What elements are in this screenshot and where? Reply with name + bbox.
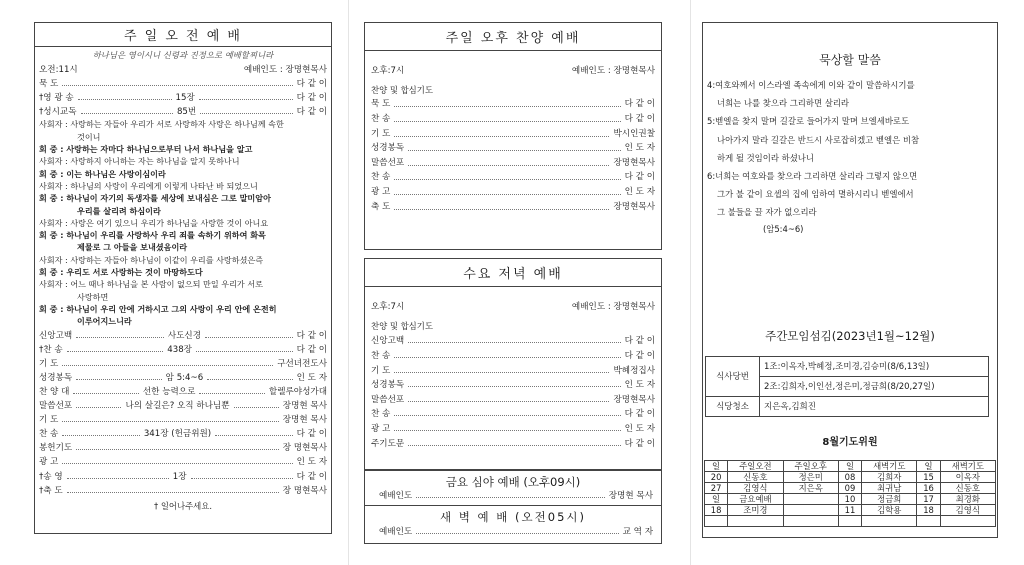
announcements-panel — [702, 22, 998, 538]
leader-dots — [408, 160, 609, 166]
order-person: 다 같 이 — [624, 351, 655, 362]
prayer-cell — [705, 515, 728, 526]
verse-line: 그 불들을 끌 자가 없으리라 — [717, 207, 817, 218]
order-item: 기 도 — [371, 365, 391, 376]
wed-order-list — [371, 333, 655, 450]
dawn-dots — [416, 528, 618, 534]
order-row — [39, 398, 327, 412]
order-row — [39, 412, 327, 426]
order-item: 기 도 — [371, 128, 391, 139]
order-item: 묵 도 — [39, 79, 59, 90]
order-item: 찬 송 — [371, 351, 391, 362]
order-item: 기 도 — [39, 415, 59, 426]
reading-line: 이루어지느니라 — [77, 316, 132, 327]
prayer-cell — [783, 515, 838, 526]
order-row — [371, 170, 655, 185]
order-detail: 암 5:4~6 — [165, 372, 204, 383]
clean-label: 식당청소 — [706, 396, 760, 416]
leader-dots — [76, 402, 121, 408]
pm-leader: 예배인도 : 장명현목사 — [571, 66, 655, 77]
order-row — [39, 328, 327, 342]
page-fold — [690, 0, 691, 565]
leader-dots — [67, 487, 279, 493]
leader-dots — [76, 374, 161, 380]
order-row — [371, 97, 655, 112]
prayer-cell: 08 — [838, 471, 861, 482]
order-item: 찬 송 — [371, 114, 391, 125]
verse-line: 나아가지 말라 길갈은 반드시 사로잡히겠고 벧엘은 비참 — [717, 134, 920, 145]
order-person: 인 도 자 — [624, 380, 655, 391]
order-row — [371, 406, 655, 421]
verse-line: 그가 불 같이 요셉의 집에 임하여 멸하시리니 벧엘에서 — [717, 189, 914, 200]
leader-dots — [394, 204, 609, 210]
leader-dots — [234, 402, 279, 408]
prayer-cell: 주일오후 — [783, 460, 838, 471]
prayer-cell: 조미경 — [728, 504, 783, 515]
leader-dots — [408, 337, 620, 343]
prayer-cell: 11 — [838, 504, 861, 515]
meal-team-1: 1조:이옥자,박혜정,조미경,김승미(8/6,13일) — [760, 356, 989, 376]
order-detail: 15장 — [175, 93, 195, 104]
order-row — [371, 141, 655, 156]
order-person: 장명현 목사 — [282, 401, 328, 412]
leader-dots — [408, 440, 620, 446]
leader-dots — [408, 381, 620, 387]
order-person: 장명현목사 — [613, 394, 655, 405]
order-row — [39, 483, 327, 497]
prayer-cell: 신동호 — [728, 471, 783, 482]
prayer-cell: 김희자 — [862, 471, 917, 482]
prayer-cell: 10 — [838, 493, 861, 504]
reading-line: 회 중 : 하나님이 자기의 독생자를 세상에 보내심은 그로 말미암아 — [39, 193, 271, 204]
leader-dots — [394, 131, 609, 137]
reading-line: 우리를 살리려 하심이라 — [77, 205, 161, 216]
prayer-cell: 이옥자 — [940, 471, 995, 482]
prayer-cell: 김영식 — [940, 504, 995, 515]
prayer-committee-title: 8월기도위원 — [822, 436, 878, 448]
leader-dots — [408, 145, 620, 151]
reading-line: 회 중 : 하나님이 우리 안에 거하시고 그의 사랑이 우리 안에 온전히 — [39, 303, 277, 314]
leader-dots — [408, 396, 609, 402]
order-row — [371, 348, 655, 363]
order-item: 기 도 — [39, 358, 59, 369]
order-row — [371, 333, 655, 348]
reading-line: 회 중 : 이는 하나님은 사랑이심이라 — [39, 168, 166, 179]
order-person: 인 도 자 — [624, 143, 655, 154]
order-row — [371, 392, 655, 407]
order-person: 다 같 이 — [624, 438, 655, 449]
order-row — [39, 468, 327, 482]
service-time: 오전:11시 — [39, 65, 78, 76]
leader-dots — [67, 346, 164, 352]
duty-row-clean — [706, 396, 989, 416]
prayer-cell: 김영식 — [728, 482, 783, 493]
leader-dots — [394, 101, 620, 107]
leader-dots — [81, 108, 173, 114]
leader-dots — [196, 346, 293, 352]
prayer-cell: 18 — [705, 504, 728, 515]
leader-dots — [394, 367, 609, 373]
meditation-verse — [703, 76, 997, 222]
order-item: 성경봉독 — [371, 380, 405, 391]
prayer-cell: 정은미 — [783, 471, 838, 482]
prayer-cell: 일 — [705, 493, 728, 504]
prayer-cell — [940, 515, 995, 526]
prayer-cell: 일 — [838, 460, 861, 471]
order-person: 장 명현목사 — [282, 485, 327, 496]
order-item: †송 영 — [39, 471, 63, 482]
pm-time: 오후:7시 — [371, 66, 405, 77]
order-person: 다 같 이 — [296, 107, 328, 118]
leader-dots — [62, 80, 292, 86]
leader-dots — [199, 388, 264, 394]
leader-dots — [62, 430, 139, 436]
order-person: 인 도 자 — [624, 187, 655, 198]
wed-leader: 예배인도 : 장명현목사 — [571, 302, 655, 313]
order-detail: 438장 — [167, 344, 192, 355]
order-item: 말씀선포 — [371, 157, 405, 168]
meal-team-2: 2조:김희자,이인선,정은미,정금희(8/20,27일) — [760, 376, 989, 396]
order-person: 장명현목사 — [613, 201, 655, 212]
verse-line: 4:여호와께서 이스라엘 족속에게 이와 같이 말씀하시기를 — [707, 80, 915, 90]
order-person: 박시인권찰 — [613, 128, 655, 139]
reading-line: 사회자 : 사랑하는 자들아 하나님이 이같이 우리를 사랑하셨은즉 — [39, 254, 264, 265]
leader-dots — [394, 352, 620, 358]
order-item: 찬 양 대 — [39, 386, 70, 397]
leader-dots — [207, 374, 292, 380]
order-person: 인 도 자 — [624, 424, 655, 435]
verse-line: 너희는 나를 찾으라 그리하면 살리라 — [717, 98, 850, 109]
order-row — [39, 342, 327, 356]
leader-dots — [394, 174, 620, 180]
prayer-cell: 최귀남 — [862, 482, 917, 493]
prayer-row — [705, 515, 996, 526]
order-detail: 1장 — [172, 471, 187, 482]
order-item: 신앙고백 — [371, 336, 405, 347]
order-person: 장명현 목사 — [282, 415, 327, 426]
service-info — [39, 62, 327, 76]
prayer-cell: 15 — [917, 471, 940, 482]
order-row — [371, 377, 655, 392]
dawn-leader: 교 역 자 — [622, 527, 653, 538]
order-person: 다 같 이 — [624, 336, 655, 347]
order-item: †찬 송 — [39, 344, 63, 355]
order-row — [39, 454, 327, 468]
order-detail: 85번 — [176, 107, 197, 118]
reading-line: 사회자 : 사랑하는 자들아 우리가 서로 사랑하자 사랑은 하나님께 속한 — [39, 119, 284, 130]
prayer-cell: 일 — [705, 460, 728, 471]
prayer-cell: 주일오전 — [728, 460, 783, 471]
friday-leader-label: 예배인도 — [379, 491, 413, 502]
reading-line: 것이니 — [77, 131, 101, 142]
leader-dots — [191, 473, 293, 479]
order-person: 인 도 자 — [296, 372, 328, 383]
leader-dots — [394, 410, 620, 416]
verse-line: 6:너희는 여호와를 찾으라 그리하면 살리라 그렇지 않으면 — [707, 171, 918, 182]
leader-dots — [215, 430, 292, 436]
reading-line: 사회자 : 어느 때나 하나님을 본 사람이 없으되 만일 우리가 서로 — [39, 279, 263, 290]
order-person: 장명현목사 — [613, 157, 655, 168]
leader-dots — [62, 416, 278, 422]
order-item: †영 광 송 — [39, 93, 74, 104]
prayer-cell: 09 — [838, 482, 861, 493]
prayer-cell: 17 — [917, 493, 940, 504]
prayer-cell — [862, 515, 917, 526]
prayer-cell: 27 — [705, 482, 728, 493]
friday-leader-row — [365, 488, 661, 502]
leader-dots — [199, 94, 293, 100]
stand-note: † 일어나주세요. — [153, 500, 213, 511]
prayer-row — [705, 460, 996, 471]
prayer-cell — [783, 493, 838, 504]
reading-line: 회 중 : 하나님이 우리를 사랑하사 우리 죄를 속하기 위하여 화목 — [39, 230, 266, 241]
pm-praise-heading: 찬양 및 합심기도 — [371, 85, 433, 96]
prayer-cell: 지은옥 — [783, 482, 838, 493]
order-item: †성시교독 — [39, 107, 77, 118]
order-item: 찬 송 — [39, 429, 59, 440]
order-item: 성경봉독 — [39, 372, 73, 383]
friday-service-title: 금요 심야 예배 (오후09시) — [445, 475, 581, 489]
order-row — [371, 126, 655, 141]
dawn-leader-row — [365, 524, 661, 538]
responsive-reading — [39, 118, 327, 327]
friday-dawn-panel — [364, 470, 662, 544]
prayer-committee-table — [704, 460, 996, 527]
dawn-leader-label: 예배인도 — [379, 527, 413, 538]
order-person: 다 같 이 — [296, 344, 328, 355]
leader-dots — [205, 332, 293, 338]
page-fold — [348, 0, 349, 565]
leader-dots — [62, 458, 292, 464]
order-row — [39, 370, 327, 384]
order-item: 말씀선포 — [39, 401, 73, 412]
friday-leader: 장명현 목사 — [608, 491, 653, 502]
sunday-morning-title: 주 일 오 전 예 배 — [35, 23, 331, 47]
verse-line: 5:벧엘을 찾지 말며 길갈로 들어가지 말며 브엘세바로도 — [707, 116, 910, 127]
meditation-ref: (암5:4~6) — [763, 223, 804, 234]
dawn-service-title: 새 벽 예 배 (오전05시) — [365, 505, 661, 524]
order-row — [39, 440, 327, 454]
reading-line: 제물로 그 아들을 보내셨음이라 — [77, 242, 188, 253]
order-person: 다 같 이 — [296, 79, 327, 90]
order-row — [371, 421, 655, 436]
prayer-cell — [917, 515, 940, 526]
order-item: 찬 송 — [371, 172, 391, 183]
order-person: 다 같 이 — [624, 114, 655, 125]
prayer-cell: 16 — [917, 482, 940, 493]
order-person: 다 같 이 — [296, 93, 328, 104]
duty-row-meal — [706, 356, 989, 376]
reading-line: 사회자 : 하나님의 사랑이 우리에게 이렇게 나타난 바 되었으니 — [39, 180, 258, 191]
order-row — [39, 356, 327, 370]
prayer-cell: 신동호 — [940, 482, 995, 493]
prayer-cell — [783, 504, 838, 515]
order-row — [371, 199, 655, 214]
prayer-row — [705, 493, 996, 504]
leader-dots — [394, 116, 620, 122]
leader-dots — [62, 360, 273, 366]
order-row — [371, 156, 655, 171]
order-person: 다 같 이 — [296, 330, 327, 341]
weekly-service-title: 주간모임섬김(2023년1월~12월) — [765, 328, 935, 343]
prayer-cell: 18 — [917, 504, 940, 515]
meditation-title: 묵상할 말씀 — [819, 53, 881, 67]
order-item: 신앙고백 — [39, 330, 73, 341]
leader-dots — [200, 108, 292, 114]
order-row — [39, 76, 327, 90]
order-person: 다 같 이 — [296, 471, 328, 482]
order-of-service-top — [39, 76, 327, 118]
order-row — [39, 426, 327, 440]
pm-order-list — [371, 97, 655, 214]
wednesday-evening-title: 수요 저녁 예배 — [365, 259, 661, 287]
leader-dots — [78, 94, 172, 100]
leader-dots — [394, 189, 620, 195]
order-person: 다 같 이 — [624, 409, 655, 420]
prayer-cell: 일 — [917, 460, 940, 471]
prayer-cell — [838, 515, 861, 526]
order-item: †축 도 — [39, 485, 63, 496]
worship-subtitle: 하나님은 영이시니 신령과 진정으로 예배할찌니라 — [92, 50, 274, 60]
sunday-afternoon-title: 주일 오후 찬양 예배 — [365, 23, 661, 51]
order-detail: 나의 살길은? 오직 하나님뿐 — [125, 401, 230, 412]
order-item: 묵 도 — [371, 99, 391, 110]
leader-dots — [67, 473, 169, 479]
prayer-cell: 새벽기도 — [862, 460, 917, 471]
friday-dots — [416, 492, 605, 498]
prayer-cell — [728, 515, 783, 526]
leader-dots — [76, 332, 164, 338]
order-item: 축 도 — [371, 201, 391, 212]
prayer-cell: 20 — [705, 471, 728, 482]
order-person: 할렐루야성가대 — [268, 386, 328, 397]
order-item: 광 고 — [39, 457, 59, 468]
service-leader: 예배인도 : 장명현목사 — [243, 65, 327, 76]
leader-dots — [394, 425, 620, 431]
order-item: 봉헌기도 — [39, 443, 73, 454]
order-item: 광 고 — [371, 187, 391, 198]
reading-line: 사랑하면 — [77, 291, 109, 302]
order-item: 말씀선포 — [371, 394, 405, 405]
order-detail: 선한 능력으로 — [142, 386, 196, 397]
order-row — [371, 362, 655, 377]
order-person: 구선녀전도사 — [277, 358, 327, 369]
order-item: 주기도문 — [371, 438, 405, 449]
prayer-cell: 김학용 — [862, 504, 917, 515]
wed-praise-heading: 찬양 및 합심기도 — [371, 321, 433, 332]
reading-line: 사회자 : 사랑하지 아니하는 자는 하나님을 알지 못하나니 — [39, 156, 240, 167]
order-row — [371, 112, 655, 127]
order-person: 장 명현목사 — [282, 443, 327, 454]
clean-team: 지은옥,김희진 — [760, 396, 989, 416]
order-item: 성경봉독 — [371, 143, 405, 154]
order-person: 다 같 이 — [624, 99, 655, 110]
pm-service-info — [371, 63, 655, 77]
wed-service-info — [371, 299, 655, 313]
prayer-row — [705, 482, 996, 493]
order-person: 다 같 이 — [624, 172, 655, 183]
order-detail: 341장 (헌금위원) — [143, 429, 212, 440]
order-person: 다 같 이 — [296, 429, 328, 440]
order-item: 광 고 — [371, 424, 391, 435]
order-row — [39, 384, 327, 398]
duty-table — [705, 356, 989, 417]
sunday-afternoon-panel — [364, 22, 662, 250]
order-detail: 사도신경 — [167, 330, 202, 341]
order-row — [39, 104, 327, 118]
reading-line: 회 중 : 우리도 서로 사랑하는 것이 마땅하도다 — [39, 267, 203, 278]
verse-line: 하게 될 것임이라 하셨나니 — [717, 152, 814, 163]
sunday-morning-panel — [34, 22, 332, 534]
wednesday-evening-panel — [364, 258, 662, 470]
leader-dots — [76, 444, 279, 450]
prayer-row — [705, 504, 996, 515]
order-row — [371, 185, 655, 200]
wed-time: 오후:7시 — [371, 302, 405, 313]
order-row — [39, 90, 327, 104]
leader-dots — [73, 388, 138, 394]
prayer-row — [705, 471, 996, 482]
prayer-cell: 금요예배 — [728, 493, 783, 504]
order-person: 인 도 자 — [296, 457, 327, 468]
prayer-cell: 새벽기도 — [940, 460, 995, 471]
order-of-service-bottom — [39, 328, 327, 497]
reading-line: 회 중 : 사랑하는 자마다 하나님으로부터 나서 하나님을 알고 — [39, 144, 253, 155]
order-person: 박혜정집사 — [613, 365, 655, 376]
reading-line: 사회자 : 사랑은 여기 있으니 우리가 하나님을 사랑한 것이 아니요 — [39, 217, 269, 228]
prayer-cell: 정금희 — [862, 493, 917, 504]
meal-label: 식사당번 — [706, 356, 760, 396]
order-row — [371, 435, 655, 450]
prayer-cell: 최경화 — [940, 493, 995, 504]
order-item: 찬 송 — [371, 409, 391, 420]
